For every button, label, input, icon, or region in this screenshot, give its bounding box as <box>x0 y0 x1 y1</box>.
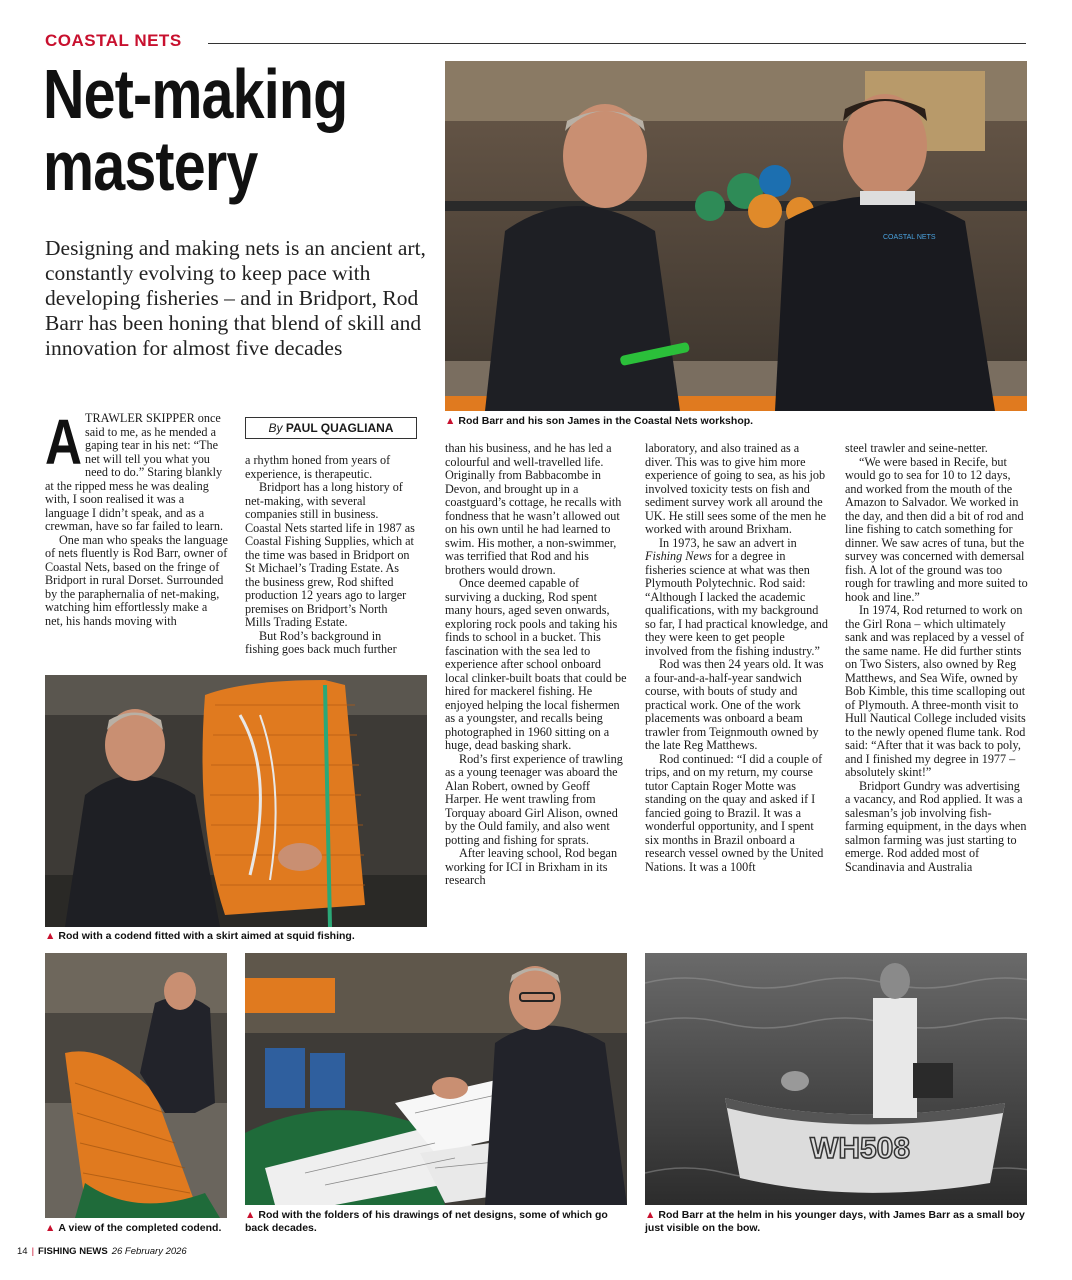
byline: By PAUL QUAGLIANA <box>245 417 417 439</box>
completed-codend-photo <box>45 953 227 1218</box>
article-column-3 <box>445 442 627 942</box>
drop-cap: A <box>45 406 82 478</box>
paragraph: “We were based in Recife, but would go to sea for 10 to 12 days, and worked from the mouth of the Amazon to Salvador. We worked in the day, and then did a bit of rod and line fishing to catch something for dinner. We saw acres of tuna, but the survey was concerned with demersal fish. A lot of the ground was too rough for trawling and more suited to hook and line.” <box>845 454 1028 604</box>
caption-arrow-icon: ▲ <box>445 415 456 427</box>
caption-codend-skirt: ▲ Rod with a codend fitted with a skirt aimed at squid fishing. <box>45 930 355 942</box>
article-column-2 <box>245 454 415 669</box>
caption-boat-helm: ▲ Rod Barr at the helm in his younger days, with James Barr as a small boy just visible on the bow. <box>645 1209 1025 1234</box>
paragraph: TRAWLER SKIPPER once said to me, as he mended a gaping tear in his net: “The net will tell you what you need to do.” Staring blankly at the ripped mess he was dealing with, I soon realised it was a language I didn’t speak, and as a crewman, have so far failed to learn. <box>45 411 223 533</box>
paragraph: But Rod’s background in fishing goes back much further <box>245 628 397 656</box>
boat-registration: WH508 <box>810 1132 911 1165</box>
paragraph: than his business, and he has led a colourful and well-travelled life. Originally from Babbacombe in Devon, and brought up in a coastguard’s cottage, he recalls with fondness that he wasn’t allowed out on his own until he had learned to swim. His mother, a non-swimmer, was terrified that Rod and his brothers would drown. <box>445 441 622 577</box>
paragraph: Once deemed capable of surviving a ducking, Rod spent many hours, aged seven onwards, exploring rock pools and taking his finds to school in a bucket. This fascination with the sea led to experience after school onboard local clinker-built boats that could be hired for mackerel fishing. He enjoyed helping the local fishermen as a youngster, and recalls being photographed in 1960 sitting on a huge, dead basking shark. <box>445 576 627 752</box>
section-rule <box>208 43 1026 44</box>
paragraph: Bridport Gundry was advertising a vacancy, and Rod applied. It was a salesman’s job involving fish-farming equipment, in the days when salmon farming was just starting to emerge. Rod added most of Scandinavia and Australia <box>845 778 1027 874</box>
caption-arrow-icon: ▲ <box>45 1222 56 1234</box>
paragraph: In 1973, he saw an advert in Fishing News for a degree in fisheries science at what was then Plymouth Polytechnic. Rod said: “Although I lacked the academic qualifications, with my background so far, I had practical knowledge, and they were keen to get people involved from the fishing industry.” <box>645 535 828 658</box>
headline: Net-making mastery <box>43 55 348 205</box>
paragraph: After leaving school, Rod began working for ICI in Brixham in its research <box>445 846 618 887</box>
paragraph: In 1974, Rod returned to work on the Girl Rona – which ultimately sank and was replaced by a vessel of the same name. He did further stints on Two Sisters, also owned by Reg Matthews, and Sea Wife, owned by Bob Kimble, this time scalloping out of Plymouth. A three-month visit to Hull Nautical College included visits to the newly opened flume tank. Rod said: “After that it was back to poly, and I finished my degree in 1977 – absolutely skint!” <box>845 603 1026 779</box>
drawings-folders-photo <box>245 953 627 1205</box>
caption-completed-codend: ▲ A view of the completed codend. <box>45 1222 222 1234</box>
caption-arrow-icon: ▲ <box>45 930 56 942</box>
section-label: COASTAL NETS <box>45 31 182 50</box>
paragraph: Rod continued: “I did a couple of trips, and on my return, my course tutor Captain Roger Motte was standing on the quay and asked if I fancied going to Brazil. It was a wonderful opportunity, and I spent six months in Brazil onboard a research vessel owned by the United Nations. It was a 100ft <box>645 751 824 874</box>
publication-brand: FISHING NEWS <box>38 1246 108 1257</box>
page-number: 14 <box>17 1246 28 1257</box>
caption-drawings-folders: ▲ Rod with the folders of his drawings of net designs, some of which go back decades. <box>245 1209 608 1234</box>
paragraph: One man who speaks the language of nets fluently is Rod Barr, owner of Coastal Nets, based on the fringe of Bridport in rural Dorset. Surrounded by the paraphernalia of net-making, watching him effortlessly make a net, his hands moving with <box>45 532 228 628</box>
author-name: PAUL QUAGLIANA <box>285 421 394 435</box>
article-column-5 <box>845 442 1028 942</box>
article-column-4 <box>645 442 828 942</box>
main-photo <box>445 61 1027 411</box>
paragraph: Rod’s first experience of trawling as a young teenager was aboard the Alan Robert, owned by Geoff Harper. He went trawling from Torquay aboard Girl Alison, owned by the Ould family, and also went potting and fishing for sprats. <box>445 751 623 847</box>
page-footer <box>17 1246 187 1257</box>
paragraph: a rhythm honed from years of experience, is therapeutic. <box>245 453 391 481</box>
codend-skirt-photo <box>45 675 427 927</box>
caption-main: ▲ Rod Barr and his son James in the Coastal Nets workshop. <box>445 415 754 427</box>
article-column-1 <box>45 406 228 670</box>
caption-arrow-icon: ▲ <box>645 1209 656 1221</box>
footer-separator: | <box>31 1246 35 1257</box>
publication-name: Fishing News <box>645 549 712 563</box>
sweater-logo-text: COASTAL NETS <box>883 234 936 241</box>
issue-date: 26 February 2026 <box>111 1246 187 1257</box>
boat-helm-photo <box>645 953 1027 1205</box>
standfirst: Designing and making nets is an ancient art, constantly evolving to keep pace with developing fisheries – and in Bridport, Rod Barr has been honing that blend of skill and innovation for almost five decades <box>45 236 426 360</box>
paragraph: Bridport has a long history of net-making, with several companies still in business. Coastal Nets started life in 1987 as Coastal Fishing Supplies, which at the time was based in Bridport on St Michael’s Trading Estate. As the business grew, Rod shifted production 12 years ago to larger premises on Bridport’s North Mills Trading Estate. <box>245 480 415 629</box>
paragraph: laboratory, and also trained as a diver. This was to give him more experience of going to sea, as his job involved toxicity tests on fish and sediment survey work all around the UK. He still sees some of the men he worked with around Brixham. <box>645 441 827 536</box>
paragraph: steel trawler and seine-netter. <box>845 441 988 455</box>
caption-arrow-icon: ▲ <box>245 1209 256 1221</box>
paragraph: Rod was then 24 years old. It was a four-and-a-half-year sandwich course, with bouts of study and practical work. One of the work placements was onboard a beam trawler from Teignmouth owned by the late Reg Matthews. <box>645 657 824 752</box>
